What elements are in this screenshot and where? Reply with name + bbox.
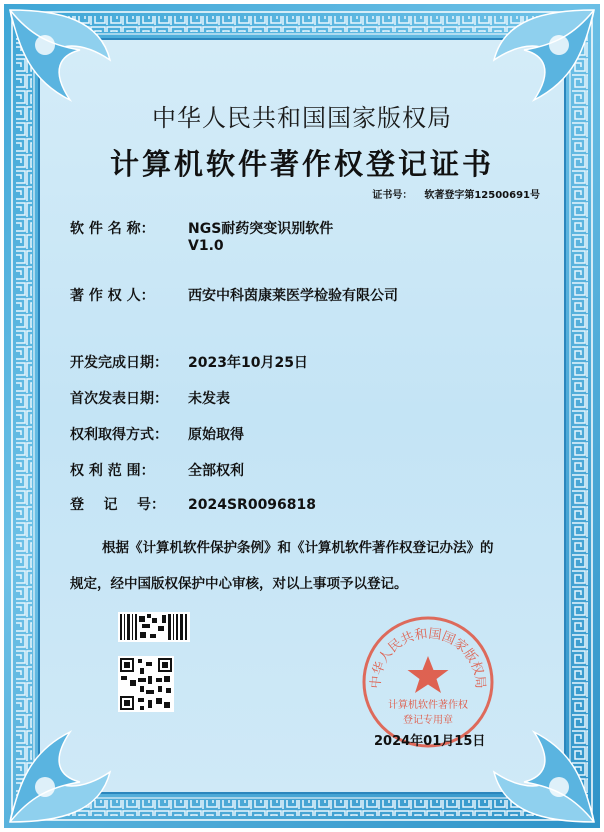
field-rights-scope — [70, 460, 244, 480]
statement-line-1: 根据《计算机软件保护条例》和《计算机软件著作权登记办法》的 — [102, 540, 494, 556]
qr-code-image — [118, 656, 174, 712]
issue-date: 2024年01月15日 — [374, 734, 486, 749]
field-copyright-owner — [70, 285, 398, 305]
first-publication-label: 首次发表日期： — [70, 391, 168, 407]
copyright-owner-label: 著 作 权 人： — [70, 288, 155, 304]
field-acquisition-method — [70, 424, 244, 444]
rights-scope-value: 全部权利 — [188, 463, 244, 479]
seal-inner-line-1: 计算机软件著作权 — [388, 700, 468, 711]
rights-scope-label: 权 利 范 围： — [70, 463, 155, 479]
corner-ornament-top-right — [484, 0, 604, 110]
barcode-image — [118, 612, 190, 642]
field-software-name — [70, 218, 334, 254]
software-version-value: V1.0 — [188, 238, 224, 254]
field-first-publication — [70, 388, 230, 408]
certificate-number-label: 证书号： — [372, 190, 413, 201]
seal-outer-text: 中华人民共和国国家版权局 — [368, 626, 488, 690]
field-registration-number — [70, 494, 316, 514]
certificate-number-value: 软著登字第12500691号 — [424, 190, 540, 201]
copyright-owner-value: 西安中科茵康莱医学检验有限公司 — [188, 288, 398, 304]
statement-line-2: 规定，经中国版权保护中心审核，对以上事项予以登记。 — [70, 576, 408, 592]
registration-number-label: 登 记 号： — [70, 497, 165, 513]
completion-date-value: 2023年10月25日 — [188, 355, 308, 371]
seal-inner-line-2: 登记专用章 — [403, 715, 453, 726]
completion-date-label: 开发完成日期： — [70, 355, 168, 371]
corner-ornament-bottom-left — [0, 722, 120, 832]
acquisition-method-value: 原始取得 — [188, 427, 244, 443]
issuing-authority: 中华人民共和国国家版权局 — [152, 104, 452, 132]
software-name-value: NGS耐药突变识别软件 — [188, 221, 334, 237]
corner-ornament-top-left — [0, 0, 120, 110]
software-name-label: 软 件 名 称： — [70, 221, 155, 237]
certificate-number — [372, 186, 540, 201]
certificate-title: 计算机软件著作权登记证书 — [109, 147, 494, 181]
registration-number-value: 2024SR0096818 — [188, 497, 317, 513]
field-completion-date — [70, 352, 308, 372]
first-publication-value: 未发表 — [188, 391, 230, 407]
acquisition-method-label: 权利取得方式： — [70, 427, 168, 443]
corner-ornament-bottom-right — [484, 722, 604, 832]
